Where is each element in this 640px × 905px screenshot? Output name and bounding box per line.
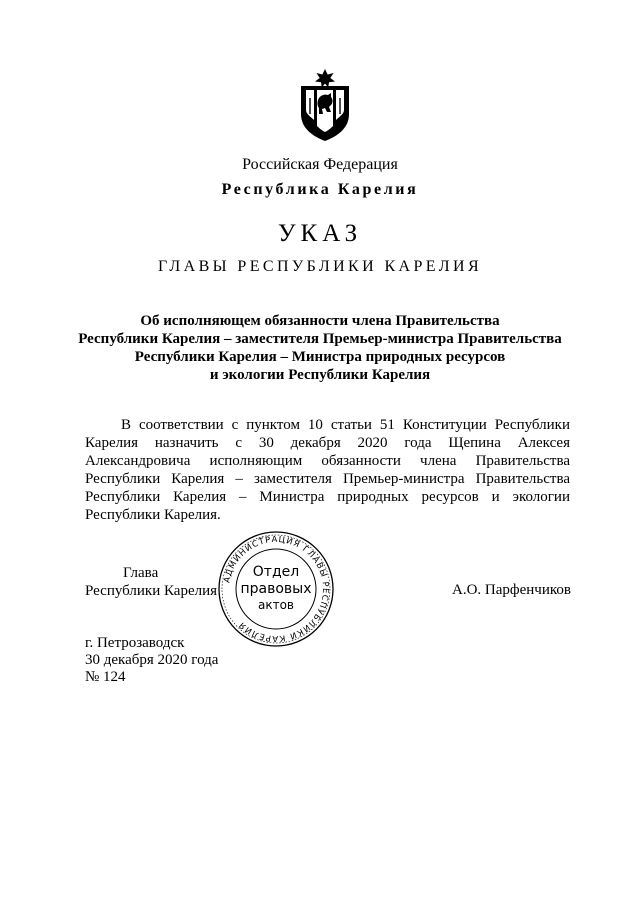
signatory-title-line: Республики Карелия bbox=[85, 583, 218, 599]
place: г. Петрозаводск bbox=[85, 635, 185, 651]
subject-line: Республики Карелия – Министра природных ресурсов bbox=[134, 349, 506, 365]
signatory-name: А.О. Парфенчиков bbox=[452, 582, 571, 598]
stamp-line: актов bbox=[257, 598, 295, 612]
issuer-heading: ГЛАВЫ РЕСПУБЛИКИ КАРЕЛИЯ bbox=[157, 258, 483, 275]
body-line: Александровича исполняющим обязанности члена Правительства bbox=[85, 453, 570, 469]
subject-line: и экологии Республики Карелия bbox=[209, 367, 431, 383]
body-line: Республики Карелия. bbox=[85, 507, 221, 523]
body-line: В соответствии с пунктом 10 статьи 51 Конституции Республики bbox=[121, 417, 570, 433]
decree-number: № 124 bbox=[85, 669, 126, 685]
official-stamp-icon bbox=[216, 530, 336, 648]
body-line: Карелия назначить с 30 декабря 2020 года Щепина Алексея bbox=[85, 435, 570, 451]
decree-body bbox=[85, 416, 570, 524]
country-name: Российская Федерация bbox=[242, 156, 398, 173]
coat-of-arms-icon bbox=[298, 68, 352, 142]
document-type: УКАЗ bbox=[277, 220, 363, 247]
republic-name: Республика Карелия bbox=[221, 181, 419, 198]
subject-line: Республики Карелия – заместителя Премьер-министра Правительства bbox=[78, 331, 562, 347]
stamp-line: Отдел bbox=[252, 564, 300, 580]
date: 30 декабря 2020 года bbox=[85, 652, 219, 668]
decree-subject bbox=[0, 312, 640, 384]
signatory-title bbox=[85, 564, 217, 600]
stamp-line: правовых bbox=[240, 581, 312, 597]
place-date-number bbox=[85, 635, 218, 686]
body-line: Республики Карелия – Министра природных ресурсов и экологии bbox=[85, 489, 570, 505]
stamp-ring-text: АДМИНИСТРАЦИЯ ГЛАВЫ РЕСПУБЛИКИ КАРЕЛИЯ bbox=[221, 533, 332, 645]
signatory-title-line: Глава bbox=[123, 565, 159, 581]
body-line: Республики Карелия – заместителя Премьер-министра Правительства bbox=[85, 471, 570, 487]
subject-line: Об исполняющем обязанности члена Правительства bbox=[140, 313, 500, 329]
